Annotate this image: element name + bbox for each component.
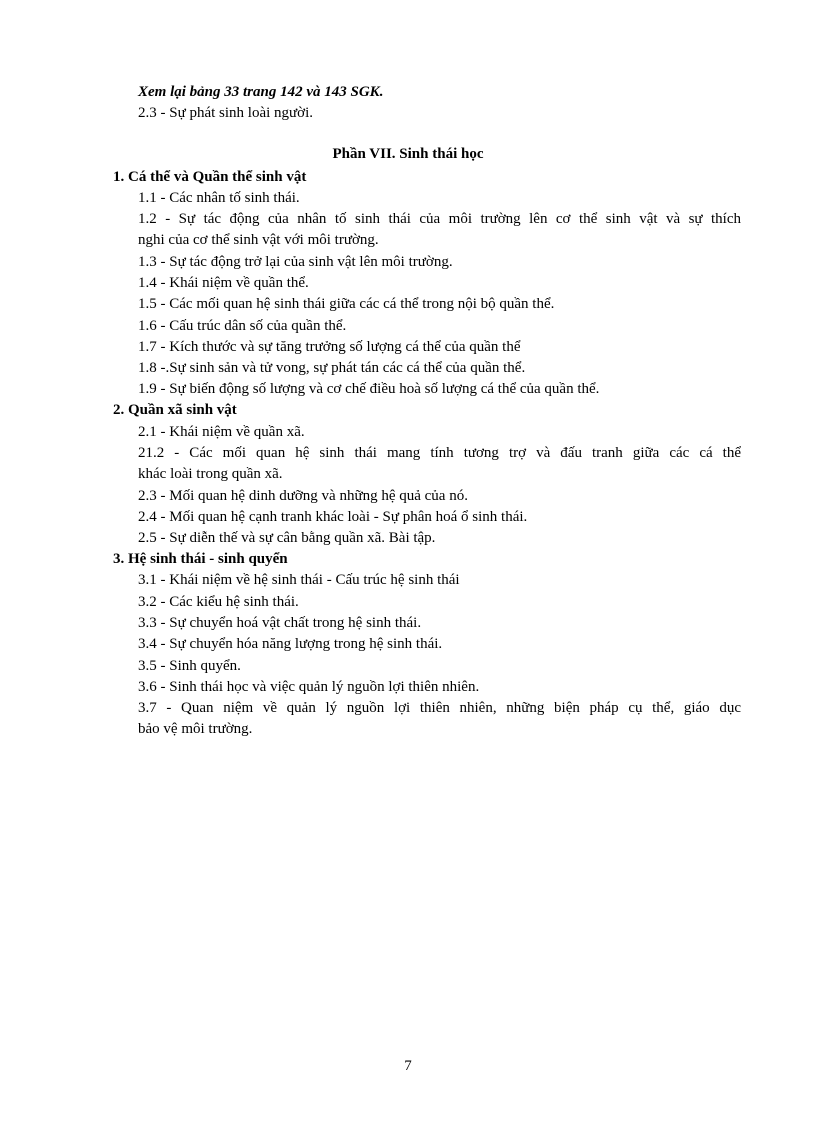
list-item: 3.6 - Sinh thái học và việc quản lý nguồn lợi thiên nhiên. <box>138 679 480 695</box>
list-item: 3.1 - Khái niệm về hệ sinh thái - Cấu trúc hệ sinh thái <box>138 572 460 588</box>
list-item: bảo vệ môi trường. <box>138 721 253 737</box>
list-item: 2.4 - Mối quan hệ cạnh tranh khác loài - Sự phân hoá ổ sinh thái. <box>138 509 528 525</box>
list-item: 3.7 - Quan niệm về quản lý nguồn lợi thiên nhiên, những biện pháp cụ thể, giáo dục <box>138 700 741 716</box>
list-item: 1.9 - Sự biến động số lượng và cơ chế điều hoà số lượng cá thể của quần thể. <box>138 381 600 397</box>
list-item: 1.2 - Sự tác động của nhân tố sinh thái của môi trường lên cơ thể sinh vật và sự thích <box>138 211 741 227</box>
section-heading-1: 1. Cá thể và Quần thể sinh vật <box>113 169 307 185</box>
list-item: 2.1 - Khái niệm về quần xã. <box>138 424 305 440</box>
list-item: 1.4 - Khái niệm về quần thể. <box>138 275 309 291</box>
list-item: 3.5 - Sinh quyển. <box>138 658 241 674</box>
list-item: khác loài trong quần xã. <box>138 466 283 482</box>
page-number: 7 <box>404 1058 412 1074</box>
list-item: 1.6 - Cấu trúc dân số của quần thể. <box>138 318 347 334</box>
list-item: 3.2 - Các kiểu hệ sinh thái. <box>138 594 299 610</box>
list-item: 2.3 - Mối quan hệ dinh dưỡng và những hệ quả của nó. <box>138 488 468 504</box>
list-item: 2.5 - Sự diễn thế và sự cân bằng quần xã. Bài tập. <box>138 530 436 546</box>
list-item: 1.3 - Sự tác động trở lại của sinh vật lên môi trường. <box>138 254 453 270</box>
list-item: nghi của cơ thể sinh vật với môi trường. <box>138 232 379 248</box>
intro-item: 2.3 - Sự phát sinh loài người. <box>138 105 314 121</box>
section-heading-2: 2. Quần xã sinh vật <box>113 402 237 418</box>
list-item: 1.1 - Các nhân tố sinh thái. <box>138 190 300 206</box>
part-title: Phần VII. Sinh thái học <box>332 146 484 162</box>
intro-note: Xem lại bảng 33 trang 142 và 143 SGK. <box>138 84 384 100</box>
list-item: 1.8 -.Sự sinh sản và tử vong, sự phát tán các cá thể của quần thể. <box>138 360 526 376</box>
list-item: 3.3 - Sự chuyển hoá vật chất trong hệ sinh thái. <box>138 615 422 631</box>
list-item: 3.4 - Sự chuyển hóa năng lượng trong hệ sinh thái. <box>138 636 443 652</box>
list-item: 21.2 - Các mối quan hệ sinh thái mang tính tương trợ và đấu tranh giữa các cá thể <box>138 445 741 461</box>
section-heading-3: 3. Hệ sinh thái - sinh quyển <box>113 551 288 567</box>
list-item: 1.7 - Kích thước và sự tăng trưởng số lượng cá thể của quần thể <box>138 339 521 355</box>
list-item: 1.5 - Các mối quan hệ sinh thái giữa các cá thể trong nội bộ quần thể. <box>138 296 555 312</box>
